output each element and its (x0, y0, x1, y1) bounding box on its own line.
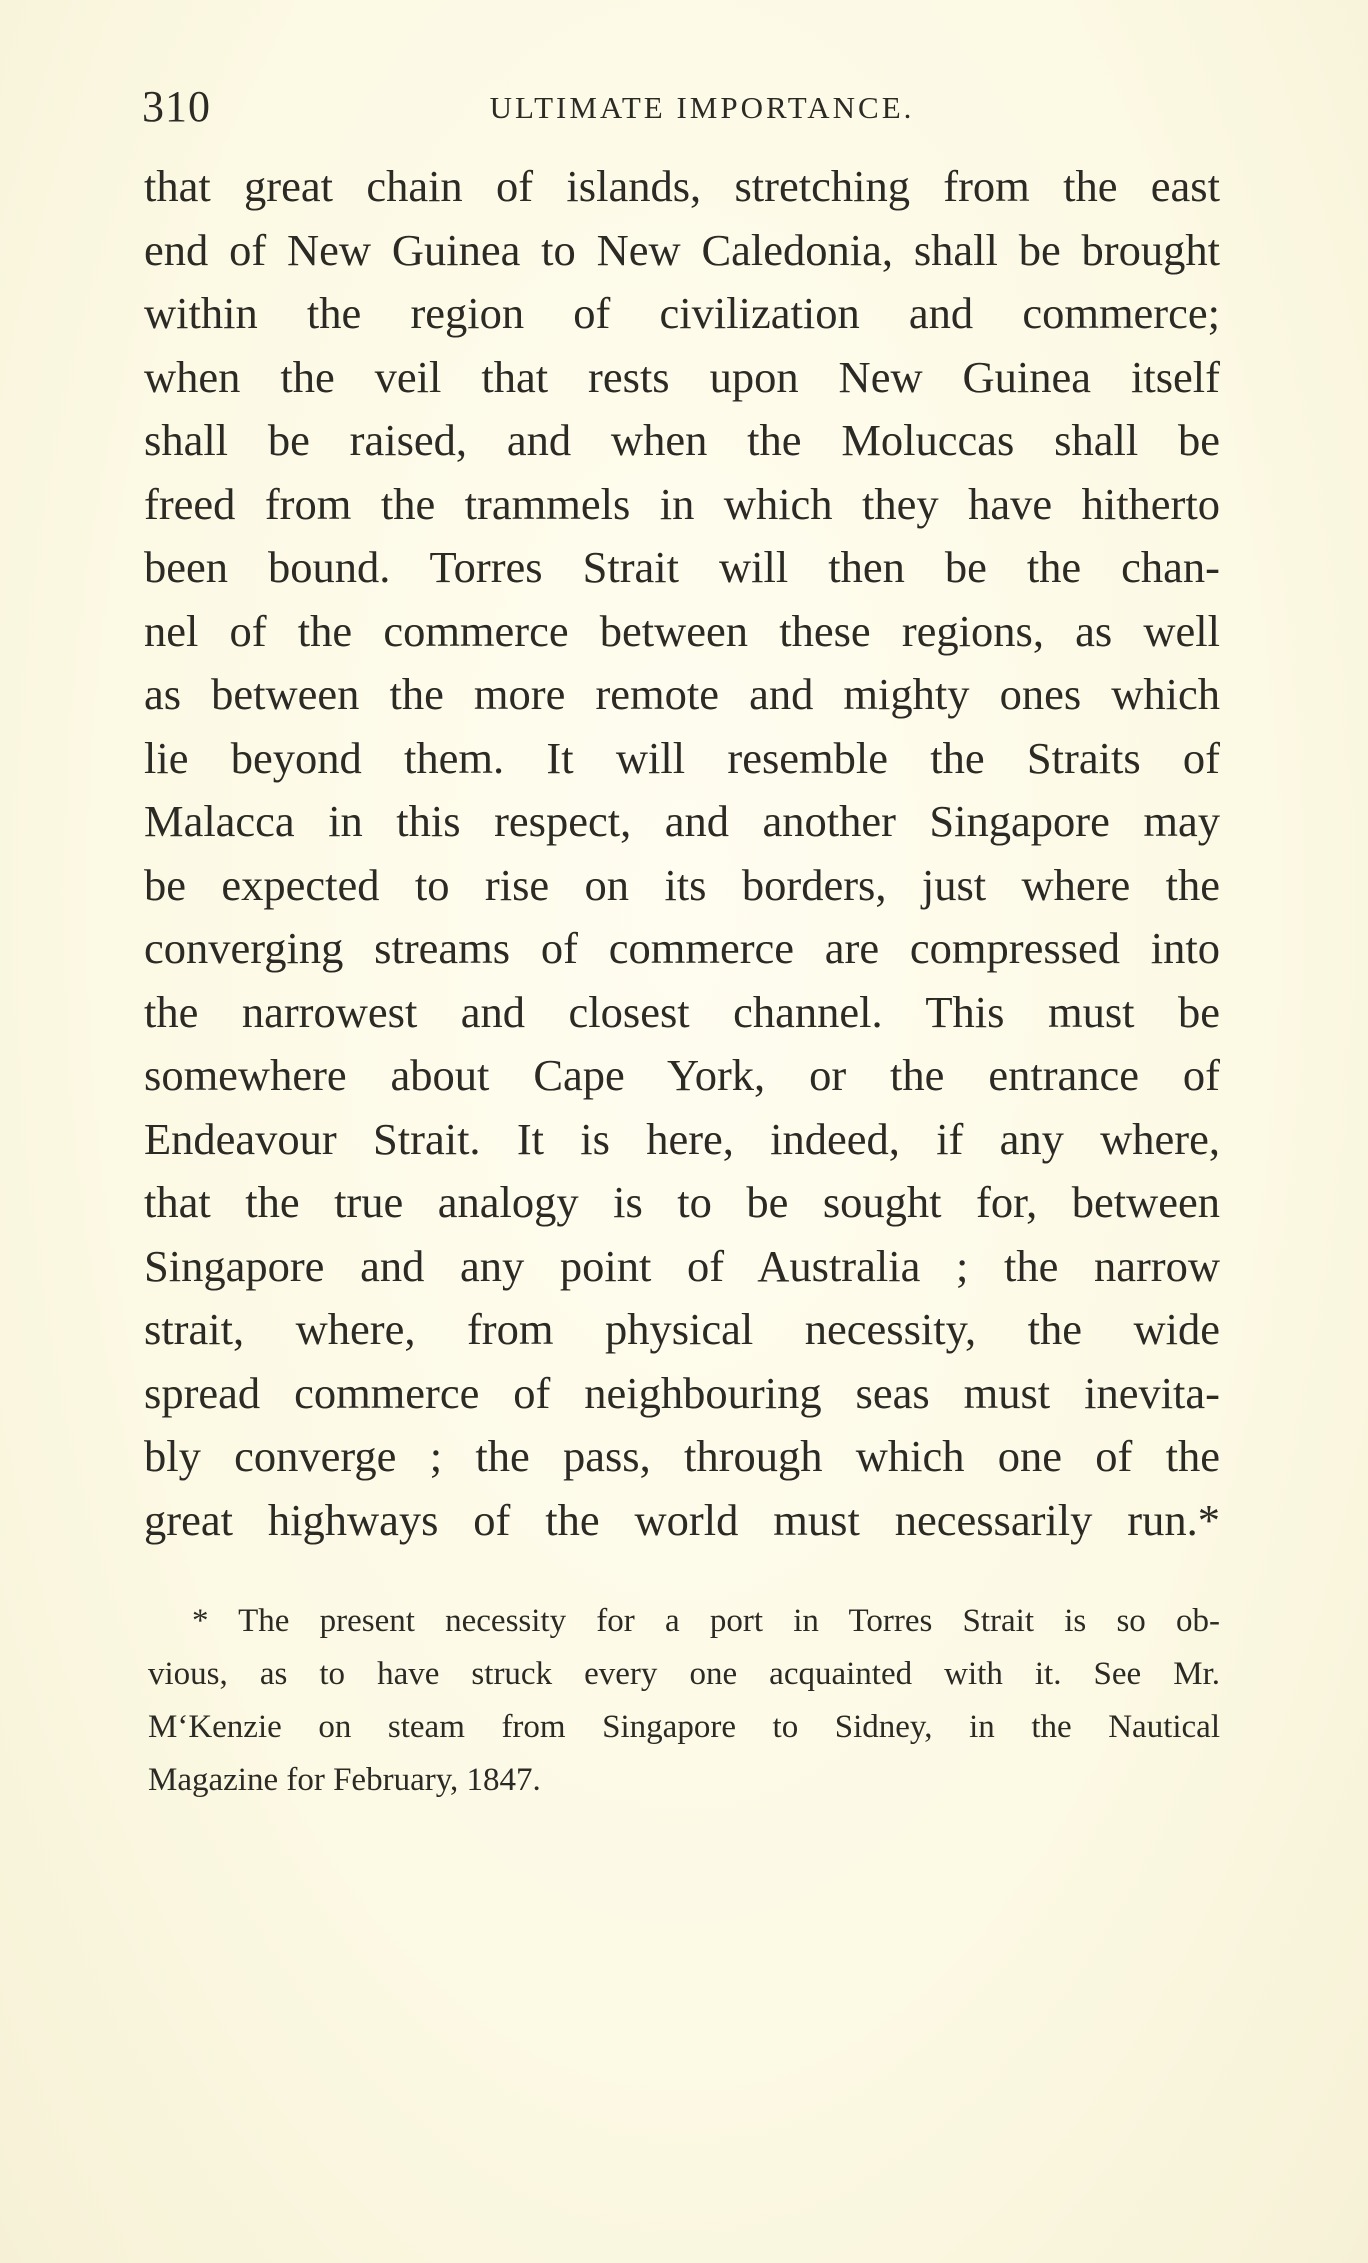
footnote-line: vious, as to have struck every one acquainted with it. See Mr. (148, 1656, 1220, 1692)
body-line: that the true analogy is to be sought for, between (144, 1177, 1220, 1227)
running-head: ULTIMATE IMPORTANCE. (489, 90, 915, 125)
body-line: Endeavour Strait. It is here, indeed, if any where, (144, 1113, 1220, 1164)
body-line: somewhere about Cape York, or the entrance of (144, 1050, 1220, 1100)
page-number: 310 (142, 82, 211, 131)
footnote-line: * The present necessity for a port in Torres Strait is so ob- (192, 1603, 1220, 1639)
body-line: bly converge ; the pass, through which one of the (144, 1431, 1220, 1481)
body-line: that great chain of islands, stretching from the east (144, 161, 1220, 211)
body-line: lie beyond them. It will resemble the Straits of (144, 732, 1220, 783)
body-line: freed from the trammels in which they have hitherto (144, 478, 1220, 529)
body-line: nel of the commerce between these regions, as well (144, 605, 1220, 656)
body-line: converging streams of commerce are compressed into (144, 923, 1220, 973)
body-line: shall be raised, and when the Moluccas shall be (144, 415, 1220, 465)
body-line: strait, where, from physical necessity, the wide (144, 1304, 1220, 1354)
body-line: been bound. Torres Strait will then be the chan- (144, 542, 1220, 592)
body-line: great highways of the world must necessarily run.* (144, 1494, 1220, 1545)
body-line: Singapore and any point of Australia ; the narrow (144, 1240, 1220, 1291)
body-line: end of New Guinea to New Caledonia, shall be brought (144, 224, 1220, 275)
body-line: as between the more remote and mighty ones which (144, 669, 1220, 719)
footnote-line: M‘Kenzie on steam from Singapore to Sidney, in the Nautical (148, 1709, 1220, 1745)
body-line: within the region of civilization and commerce; (144, 288, 1220, 338)
body-line: spread commerce of neighbouring seas must inevita- (144, 1367, 1220, 1418)
body-text (144, 155, 1220, 1552)
footnote (148, 1595, 1220, 1807)
body-line: the narrowest and closest channel. This must be (144, 986, 1220, 1037)
body-line: when the veil that rests upon New Guinea itself (144, 351, 1220, 402)
body-line: be expected to rise on its borders, just where the (144, 859, 1220, 910)
page-header (142, 82, 1222, 132)
footnote-line: Magazine for February, 1847. (148, 1762, 541, 1798)
body-line: Malacca in this respect, and another Singapore may (144, 796, 1220, 846)
